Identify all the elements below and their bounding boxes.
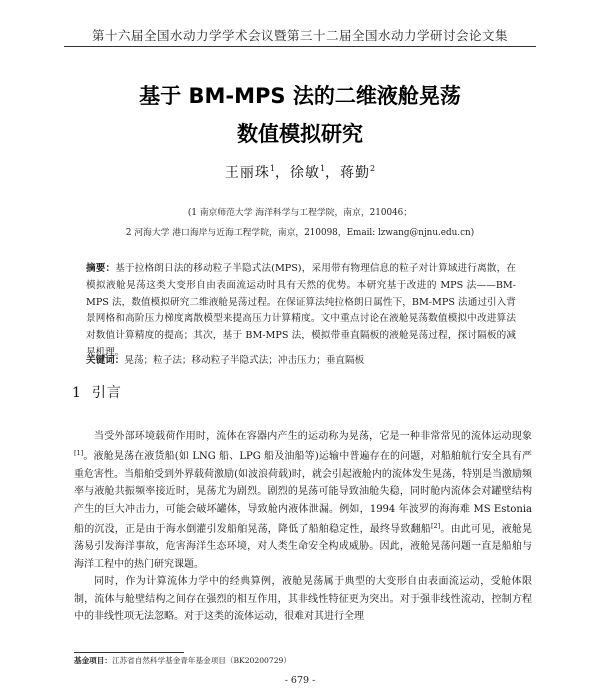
abstract-text: 基于拉格朗日法的移动粒子半隐式法(MPS)，采用带有物理信息的粒子对计算域进行离散，在模拟液舱晃荡这类大变形自由表面流运动时具有天然的优势。本研究基于改进的 MPS 法——BM-MPS 法，数值模拟研究二维液舱晃荡过程。在保证算法纯拉格朗日属性下，BM-MPS 法通过引入背景网格和高阶压力梯度离散模型来提高压力计算精度。文中重点讨论在液舱晃荡数值模拟中改进算法对数值计算精度的提高；其次，基于 BM-MPS 法，模拟带垂直隔板的液舱晃荡过程，探讨隔板的减晃机理。	[86, 263, 516, 358]
section-number: 1	[72, 385, 82, 401]
paragraph-text: 当受外部环境载荷作用时，流体在容器内产生的运动称为晃荡，它是一种非常常见的流体运动现象	[94, 431, 532, 442]
keywords-label: 关键词：	[86, 355, 125, 366]
running-header: 第十六届全国水动力学学术会议暨第三十二届全国水动力学研讨会论文集	[91, 28, 508, 43]
citation: [2]	[431, 522, 441, 531]
footnote	[74, 655, 291, 666]
paper-title-line-1: 基于 BM-MPS 法的二维液舱晃荡	[139, 84, 461, 108]
author-name: 王丽珠	[224, 165, 270, 181]
footnote-text: 江苏省自然科学基金青年基金项目（BK20200729）	[111, 656, 291, 665]
paragraph-text: 。液舱晃荡在液货船(如 LNG 船、LPG 船及油船等)运输中普遍存在的问题，对船舶航行安全具有严重危害性。当船舶受到外界载荷激励(如波浪荷载)时，就会引起液舱内的流体发生晃荡，特别是当激励频率与液舱共振频率接近时，晃荡尤为剧烈。剧烈的晃荡可能导致油舱失稳，同时舱内流体会对罐壁结构产生的巨大冲击力，可能会破坏罐体，导致舱内液体泄漏。例如，1994 年波罗的海海难 MS Estonia 船的沉没，正是由于海水倒灌引发船舶晃荡，降低了船舶稳定性，最终导致翻船	[74, 451, 532, 536]
abstract-label: 摘要：	[86, 263, 116, 274]
page-number: - 679 -	[284, 675, 316, 686]
paragraph: 同时，作为计算流体力学中的经典算例，液舱晃荡属于典型的大变形自由表面流运动，受舱体限制，流体与舱壁结构之间存在强烈的相互作用，其非线性特征更为突出。对于强非线性流动，控制方程中的非线性项无法忽略。对于这类的流体运动，很难对其进行全理	[74, 576, 532, 623]
footnote-rule	[74, 652, 184, 653]
abstract	[86, 261, 516, 362]
author-separator: ，	[325, 165, 341, 181]
author-name: 蒋勤	[340, 165, 371, 181]
author-list	[0, 162, 600, 182]
affiliation-2: 2 河海大学 港口海岸与近海工程学院，南京，210098，Email: lzwang@njnu.edu.cn)	[125, 228, 475, 238]
body-text	[74, 428, 532, 625]
author-affiliation-mark: 1	[319, 164, 326, 173]
section-title: 引言	[91, 385, 122, 401]
keywords-text: 晃荡；粒子法；移动粒子半隐式法；冲击压力；垂直隔板	[124, 355, 365, 366]
footnote-label: 基金项目：	[74, 656, 112, 665]
paragraph-text: 。由此可见，液舱晃荡易引发海洋事故，危害海洋生态环境，对人类生命安全构成威胁。因此，液舱晃荡问题一直是船舶与海洋工程中的热门研究课题。	[74, 524, 533, 570]
author-affiliation-mark: 1	[269, 164, 275, 173]
header-rule	[64, 46, 536, 47]
keywords	[86, 353, 516, 370]
paragraph	[74, 428, 532, 573]
citation: [1]	[74, 449, 84, 458]
paper-title-line-2: 数值模拟研究	[237, 122, 363, 146]
affiliation-1: (1 南京师范大学 海洋科学与工程学院，南京，210046；	[187, 208, 413, 218]
section-heading	[72, 382, 122, 402]
author-affiliation-mark: 2	[370, 164, 376, 173]
author-separator: ，	[274, 165, 290, 181]
author-name: 徐敏	[289, 165, 320, 181]
